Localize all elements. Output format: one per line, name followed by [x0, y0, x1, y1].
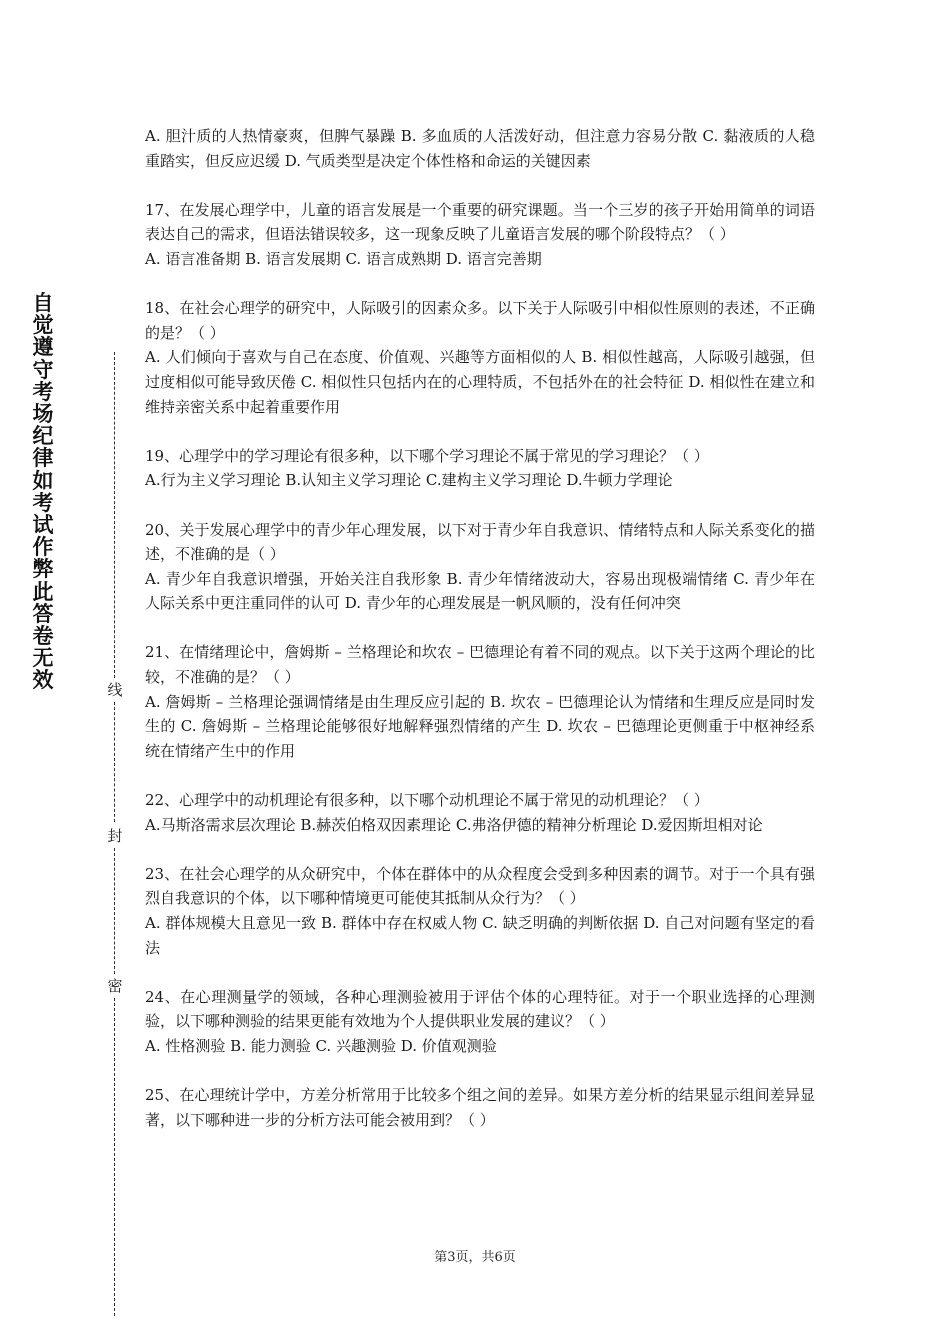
question-options: A. 詹姆斯 – 兰格理论强调情绪是由生理反应引起的 B. 坎农 – 巴德理论认为情绪和生理反应是同时发生的 C. 詹姆斯 – 兰格理论能够很好地解释强烈情绪的产生 D. 坎农 – 巴德理论更侧重于中枢神经系统在情绪产生中的作用: [145, 692, 815, 760]
question-stem: 18、在社会心理学的研究中，人际吸引的因素众多。以下关于人际吸引中相似性原则的表述，不正确的是？（ ）: [145, 299, 815, 342]
question-list: [145, 124, 815, 1157]
question-options: A. 群体规模大且意见一致 B. 群体中存在权威人物 C. 缺乏明确的判断依据 D. 自己对问题有坚定的看法: [145, 914, 815, 957]
question-stem: 24、在心理测量学的领域，各种心理测验被用于评估个体的心理特征。对于一个职业选择的心理测验，以下哪种测验的结果更能有效地为个人提供职业发展的建议？（ ）: [145, 987, 815, 1031]
question-options: A. 语言准备期 B. 语言发展期 C. 语言成熟期 D. 语言完善期: [145, 249, 542, 268]
question-options: A. 青少年自我意识增强，开始关注自我形象 B. 青少年情绪波动大，容易出现极端情绪 C. 青少年在人际关系中更注重同伴的认可 D. 青少年的心理发展是一帆风顺的，没有任何冲突: [145, 569, 815, 613]
question-20: [145, 518, 815, 616]
question-17: [145, 198, 815, 272]
question-options: A. 胆汁质的人热情豪爽，但脾气暴躁 B. 多血质的人活泼好动，但注意力容易分散 C. 黏液质的人稳重踏实，但反应迟缓 D. 气质类型是决定个体性格和命运的关键因素: [145, 127, 815, 170]
question-options: A. 性格测验 B. 能力测验 C. 兴趣测验 D. 价值观测验: [145, 1036, 497, 1055]
seal-char-xian: 线: [104, 680, 126, 700]
seal-char-mi: 密: [104, 976, 126, 996]
question-stem: 22、心理学中的动机理论有很多种，以下哪个动机理论不属于常见的动机理论？（ ）: [145, 791, 709, 810]
seal-dashed-line: [114, 352, 115, 678]
question-18: [145, 296, 815, 419]
question-19: [145, 444, 815, 493]
question-stem: 25、在心理统计学中，方差分析常用于比较多个组之间的差异。如果方差分析的结果显示组间差异显著，以下哪种进一步的分析方法可能会被用到？（ ）: [145, 1086, 815, 1129]
question-21: [145, 640, 815, 763]
page-number: 第3页，共6页: [434, 1250, 516, 1265]
question-stem: 20、关于发展心理学中的青少年心理发展，以下对于青少年自我意识、情绪特点和人际关系变化的描述，不准确的是（ ）: [145, 520, 815, 564]
seal-dashed-line: [114, 702, 115, 822]
question-23: [145, 862, 815, 960]
question-stem: 23、在社会心理学的从众研究中，个体在群体中的从众程度会受到多种因素的调节。对于一个具有强烈自我意识的个体，以下哪种情境更可能使其抵制从众行为？（ ）: [145, 864, 815, 908]
question-stem: 17、在发展心理学中，儿童的语言发展是一个重要的研究课题。当一个三岁的孩子开始用简单的词语表达自己的需求，但语法错误较多，这一现象反映了儿童语言发展的哪个阶段特点？（ ）: [145, 200, 815, 244]
question-25: [145, 1083, 815, 1132]
question-24: [145, 985, 815, 1059]
seal-dashed-line: [114, 848, 115, 974]
question-16-options: [145, 124, 815, 173]
question-options: A.马斯洛需求层次理论 B.赫茨伯格双因素理论 C.弗洛伊德的精神分析理论 D.爱因斯坦相对论: [145, 815, 763, 834]
seal-char-feng: 封: [104, 826, 126, 846]
question-22: [145, 788, 815, 837]
question-options: A. 人们倾向于喜欢与自己在态度、价值观、兴趣等方面相似的人 B. 相似性越高，人际吸引越强，但过度相似可能导致厌倦 C. 相似性只包括内在的心理特质，不包括外在的社会特征 D. 相似性在建立和维持亲密关系中起着重要作用: [145, 348, 815, 416]
question-stem: 19、心理学中的学习理论有很多种，以下哪个学习理论不属于常见的学习理论？（ ）: [145, 446, 709, 465]
question-options: A.行为主义学习理论 B.认知主义学习理论 C.建构主义学习理论 D.牛顿力学理论: [145, 471, 673, 490]
question-stem: 21、在情绪理论中，詹姆斯 – 兰格理论和坎农 – 巴德理论有着不同的观点。以下关于这两个理论的比较，不准确的是？（ ）: [145, 643, 815, 687]
exam-discipline-warning: 自觉遵守考场纪律如考试作弊此答卷无效: [32, 291, 54, 693]
seal-dashed-line: [114, 998, 115, 1316]
